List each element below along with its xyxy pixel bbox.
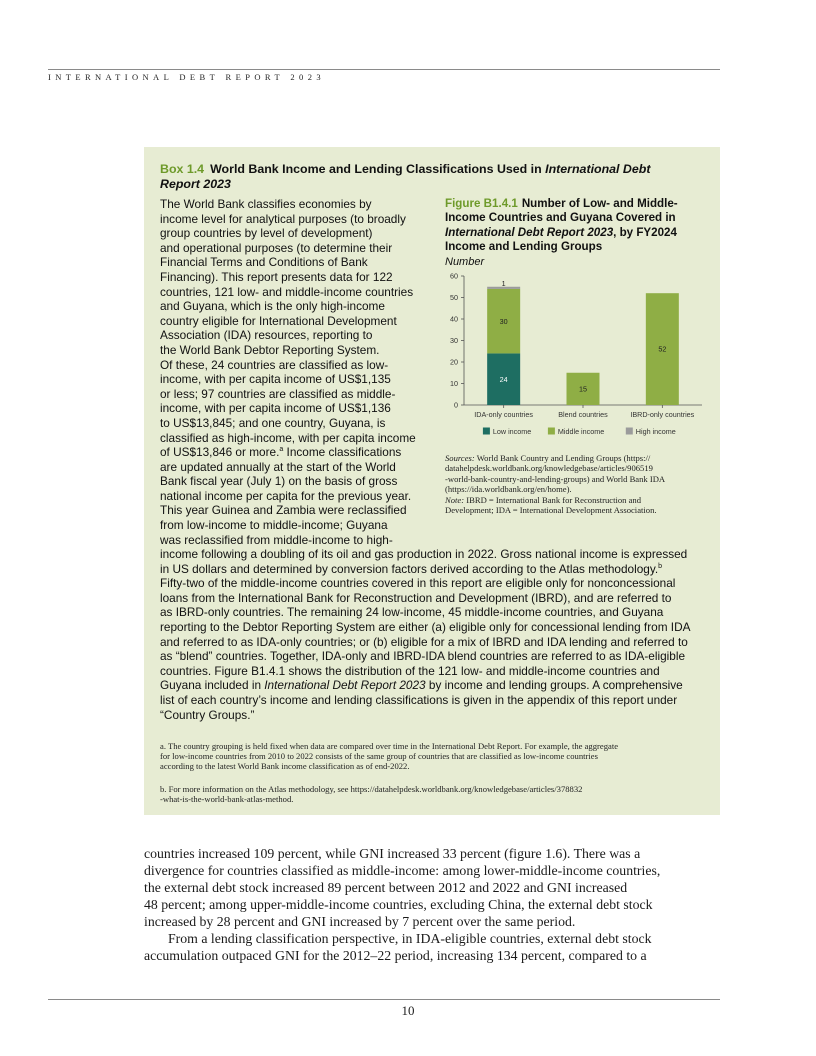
footer-rule — [48, 999, 720, 1000]
note-label: Note: — [445, 494, 465, 505]
data-label: 15 — [579, 384, 587, 394]
box-text-line: the World Bank Debtor Reporting System. — [160, 342, 380, 357]
box-text-line: income following a doubling of its oil and gas production in 2022. Gross national income is expressed — [160, 547, 688, 561]
box-text-fragment: Guyana included in — [160, 678, 265, 693]
box-text-line: country eligible for International Development — [160, 313, 397, 328]
box-text-line: as “blend” countries. Together, IDA-only and IBRD-IDA blend countries are referred to as IDA-eligible — [160, 649, 686, 664]
figure-title-text: Income and Lending Groups — [445, 240, 603, 254]
footnote-b-line: -what-is-the-world-bank-atlas-method. — [160, 793, 294, 804]
data-label: 30 — [499, 316, 508, 326]
legend-label: High income — [635, 427, 676, 436]
box-text-line: income, with per capita income of US$1,136 — [160, 401, 391, 416]
body-line: 48 percent; among upper-middle-income countries, excluding China, the external debt stock — [144, 897, 653, 912]
note-text: IBRD = International Bank for Reconstruction and — [464, 494, 642, 505]
box-text-line: was reclassified from middle-income to high- — [160, 532, 393, 547]
sources-text: datahelpdesk.worldbank.org/knowledgebase/articles/906519 — [445, 463, 653, 474]
sources-label: Sources: — [445, 453, 475, 463]
figure-unit: Number — [445, 256, 485, 268]
box-text-line: countries. Figure B1.4.1 shows the distribution of the 121 low- and middle-income countries and — [160, 663, 660, 678]
footnote-a-line: for low-income countries from 2010 to 2022 consists of the same group of countries that are classified as low-income countries — [160, 751, 598, 762]
legend-label: Middle income — [557, 427, 605, 436]
box-text-line: income level for analytical purposes (to broadly — [160, 211, 406, 226]
box-text-fragment: by income and lending groups. A comprehensive — [425, 678, 683, 693]
box-text-line: list of each country’s income and lending classifications is given in the appendix of this report under — [160, 692, 678, 707]
box-text-line: The World Bank classifies economies by — [160, 197, 372, 211]
box-title-text: World Bank Income and Lending Classifications Used in — [210, 162, 546, 176]
body-line: From a lending classification perspective, in IDA-eligible countries, external debt stock — [168, 931, 652, 946]
box-text-line: countries, 121 low- and middle-income countries — [160, 284, 414, 299]
data-label: 1 — [501, 278, 506, 288]
legend-swatch — [626, 428, 633, 435]
footnote-b-line: b. For more information on the Atlas methodology, see https://datahelpdesk.worldbank.org/knowledgebase/articles/378832 — [160, 783, 583, 794]
footnote-a-line: according to the latest World Bank income classification as of end-2022. — [160, 761, 410, 772]
y-tick-label: 20 — [450, 357, 458, 367]
figure-title-italic: International Debt Report 2023 — [445, 225, 614, 239]
box-title — [160, 162, 680, 192]
box-text-line-with-note — [160, 445, 430, 460]
box-text-line: are updated annually at the start of the World — [160, 459, 396, 474]
box-title-italic: International Debt — [545, 162, 651, 176]
body-line: divergence for countries classified as middle-income: among lower-middle-income countries, — [144, 863, 661, 878]
box-text-line: Of these, 24 countries are classified as low- — [160, 357, 389, 372]
box-title-italic-line2: Report 2023 — [160, 177, 231, 191]
x-tick-label: IBRD-only countries — [630, 410, 695, 419]
box-text-line: Financing). This report presents data for 122 — [160, 269, 393, 284]
box-text-line: from low-income to middle-income; Guyana — [160, 518, 388, 533]
y-tick-label: 50 — [450, 293, 458, 302]
box-text-line: to US$13,845; and one country, Guyana, is — [160, 415, 386, 430]
box-text-line: Fifty-two of the middle-income countries covered in this report are eligible only for nonconcessional — [160, 576, 676, 591]
body-line: accumulation outpaced GNI for the 2012–22 period, increasing 134 percent, compared to a — [144, 948, 647, 963]
body-line: countries increased 109 percent, while GNI increased 33 percent (figure 1.6). There was a — [144, 846, 641, 861]
box-text-line: “Country Groups.” — [160, 707, 255, 722]
report-title-italic: International Debt Report 2023 — [264, 678, 426, 693]
legend-label: Low income — [492, 427, 532, 436]
main-body-text — [144, 845, 724, 964]
box-footnotes — [160, 741, 705, 804]
sources-text: World Bank Country and Lending Groups (https:// — [474, 453, 651, 463]
box-text-line: group countries by level of development) — [160, 226, 373, 241]
body-line: the external debt stock increased 89 percent between 2012 and 2022 and GNI increased — [144, 880, 628, 895]
box-text-line: and operational purposes (to determine their — [160, 240, 393, 255]
box-text-line: reporting to the Debtor Reporting System are either (a) eligible only for concessional lending from IDA — [160, 619, 691, 634]
box-text-line: loans from the International Bank for Reconstruction and Development (IBRD), and are referred to — [160, 590, 672, 605]
box-text-line: or less; 97 countries are classified as middle- — [160, 386, 396, 401]
box-text-line-with-note — [160, 562, 705, 577]
page-number: 10 — [401, 1003, 415, 1018]
x-tick-label: IDA-only countries — [474, 410, 534, 419]
box-text-fragment: Income classifications — [283, 445, 402, 460]
figure-title — [445, 197, 715, 255]
legend-swatch — [483, 428, 490, 435]
box-text-line-with-italic — [160, 678, 705, 693]
box-text-line: as IBRD-only countries. The remaining 24 low-income, 45 middle-income countries, and Guyana — [160, 605, 664, 620]
y-tick-label: 40 — [450, 314, 458, 324]
box-text-line: and referred to as IDA-only countries; or (b) eligible for a mix of IBRD and IDA lending and referred to — [160, 634, 688, 649]
legend-swatch — [548, 428, 555, 435]
box-text-line: income, with per capita income of US$1,135 — [160, 372, 391, 387]
y-tick-label: 60 — [450, 271, 458, 281]
running-head: INTERNATIONAL DEBT REPORT 2023 — [48, 72, 326, 82]
y-tick-label: 10 — [450, 379, 458, 388]
box-text-fragment: of US$13,846 or more. — [160, 445, 280, 460]
box-text-line: national income per capita for the previous year. — [160, 488, 412, 503]
data-label: 52 — [658, 344, 667, 354]
box-text-line: and Guyana, which is the only high-income — [160, 299, 385, 314]
figure-number: Figure B1.4.1 — [445, 197, 518, 210]
box-text-line: Bank fiscal year (July 1) on the basis of gross — [160, 474, 398, 489]
body-line: increased by 28 percent and GNI increased by 7 percent over the same period. — [144, 914, 576, 929]
y-tick-label: 0 — [454, 400, 458, 410]
y-tick-label: 30 — [450, 336, 458, 345]
box-text-line: Financial Terms and Conditions of Bank — [160, 255, 368, 270]
bar-chart — [440, 270, 710, 445]
figure-title-text: Income Countries and Guyana Covered in — [445, 211, 676, 225]
box-full-width-text — [160, 547, 705, 722]
sources-text: (https://ida.worldbank.org/en/home). — [445, 484, 572, 495]
footnote-a-line: a. The country grouping is held fixed when data are compared over time in the International Debt Report. For example, the aggregate — [160, 741, 619, 751]
x-tick-label: Blend countries — [558, 410, 608, 419]
footnote-ref-a: a — [279, 446, 284, 454]
figure-title-text: , by FY2024 — [613, 225, 677, 239]
box-text-line: Association (IDA) resources, reporting to — [160, 328, 373, 343]
box-text-fragment: in US dollars and determined by conversion factors derived according to the Atlas methodology. — [160, 561, 659, 576]
figure-sources — [445, 453, 710, 515]
header-rule — [48, 69, 720, 70]
note-text: Development; IDA = International Development Association. — [445, 505, 657, 516]
figure-title-text: Number of Low- and Middle- — [521, 197, 678, 210]
box-text-line: classified as high-income, with per capita income — [160, 430, 416, 445]
box-text-line: This year Guinea and Zambia were reclassified — [160, 503, 407, 518]
box-number: Box 1.4 — [160, 162, 205, 176]
box-left-column — [160, 197, 430, 547]
footnote-ref-b: b — [658, 562, 663, 570]
sources-text: -world-bank-country-and-lending-groups) and World Bank IDA — [445, 473, 666, 484]
data-label: 24 — [499, 374, 508, 384]
